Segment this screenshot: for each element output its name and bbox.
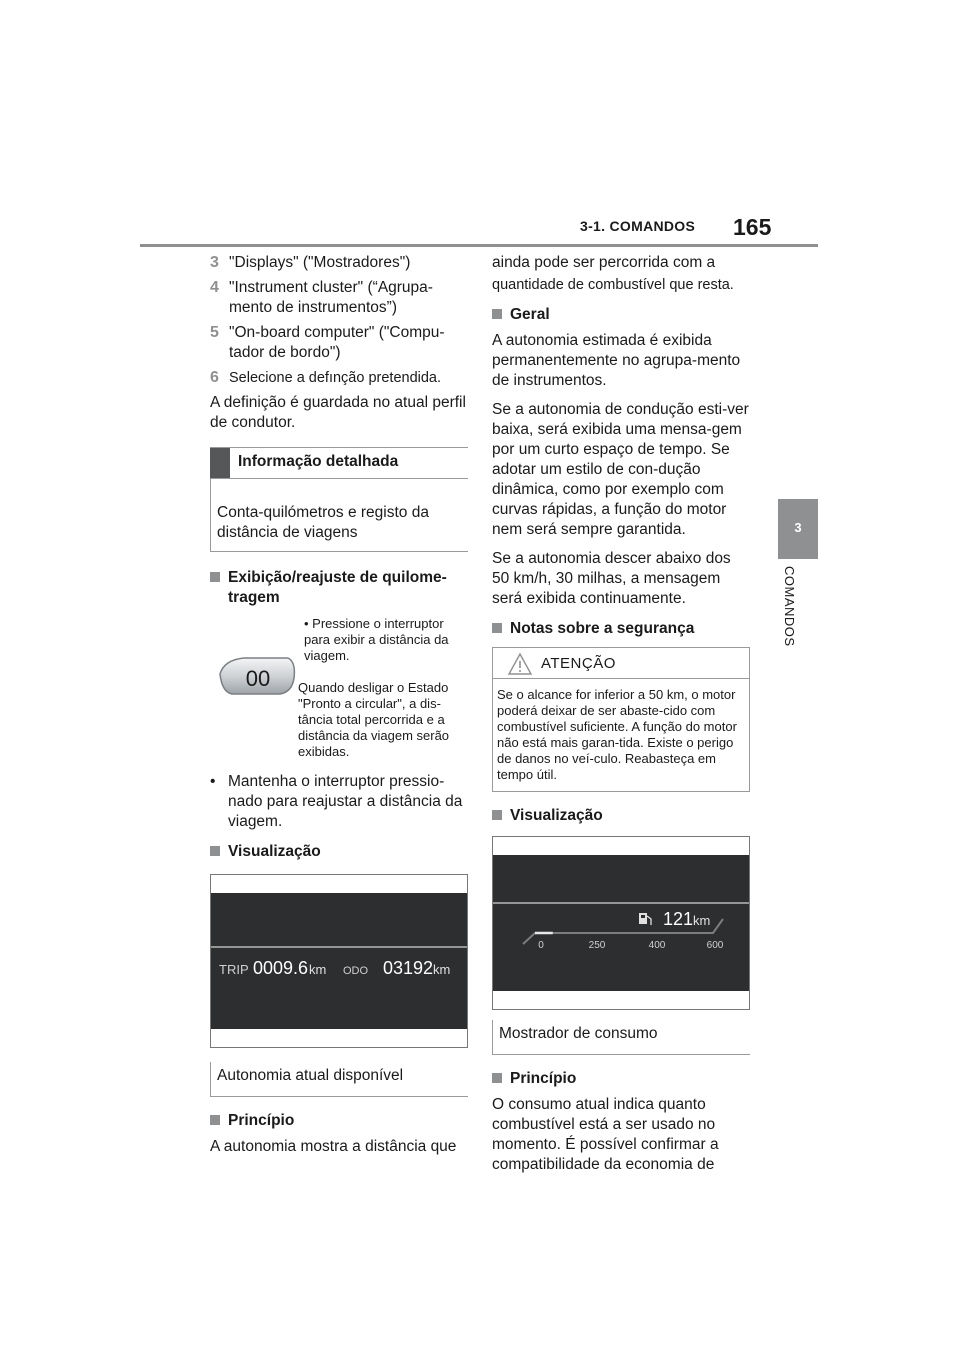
left-column xyxy=(210,253,468,1166)
heading-square-icon xyxy=(492,1073,502,1083)
button-explanation xyxy=(210,616,468,760)
scale-label-250: 250 xyxy=(588,940,606,951)
heading-text: Princípio xyxy=(228,1112,295,1129)
warning-title: ATENÇÃO xyxy=(541,655,616,672)
odo-label: ODO xyxy=(343,965,369,977)
heading-principle xyxy=(210,1111,468,1131)
bullet-hold xyxy=(210,772,468,832)
paragraph-principle: A autonomia mostra a distância que xyxy=(210,1138,457,1155)
step-number: 3 xyxy=(210,254,219,271)
figure-caption-consumption: Mostrador de consumo xyxy=(492,1020,750,1055)
step-number: 4 xyxy=(210,279,219,296)
button-label: 00 xyxy=(245,666,271,691)
heading-safety xyxy=(492,619,750,639)
figure-caption-range: Autonomia atual disponível xyxy=(210,1062,468,1097)
heading-square-icon xyxy=(492,810,502,820)
step-number: 5 xyxy=(210,324,219,341)
page-number: 165 xyxy=(733,214,772,240)
paragraph-general-3: Se a autonomia descer abaixo dos 50 km/h, 30 milhas, a mensagem será exibida continuamente. xyxy=(492,550,731,607)
odo-unit: km xyxy=(433,962,451,977)
heading-square-icon xyxy=(492,623,502,633)
bullet-dot: • xyxy=(210,773,216,790)
heading-visualization-2 xyxy=(492,806,750,826)
trip-value: 0009.6 xyxy=(253,958,309,978)
trip-unit: km xyxy=(309,962,327,977)
step-5 xyxy=(210,323,468,363)
info-table-title: Informação detalhada xyxy=(238,453,399,470)
heading-text: Princípio xyxy=(510,1070,577,1087)
step-6 xyxy=(210,368,468,388)
heading-visualization xyxy=(210,842,468,862)
heading-principle-2 xyxy=(492,1069,750,1089)
heading-square-icon xyxy=(210,846,220,856)
button-note-press: • Pressione o interruptor para exibir a distância da viagem. xyxy=(304,616,449,663)
step-text: Selecione a defınção pretendida. xyxy=(229,370,442,386)
info-table-header xyxy=(210,448,468,479)
heading-text: Geral xyxy=(510,306,550,323)
button-figure xyxy=(210,616,298,760)
info-table xyxy=(210,447,468,552)
scale-label-0: 0 xyxy=(538,940,544,951)
heading-text: Visualização xyxy=(228,843,321,860)
heading-text: Notas sobre a segurança xyxy=(510,620,695,637)
warning-box xyxy=(492,647,750,792)
trip-button-icon xyxy=(210,616,298,706)
heading-square-icon xyxy=(210,572,220,582)
trip-display-figure xyxy=(210,874,468,1048)
heading-square-icon xyxy=(492,309,502,319)
info-table-body: Conta-quilómetros e registo da distância de viagens xyxy=(210,479,468,551)
right-column xyxy=(492,253,750,1184)
heading-text: Visualização xyxy=(510,807,603,824)
step-number: 6 xyxy=(210,369,219,386)
consumption-display-figure xyxy=(492,836,750,1010)
scale-label-400: 400 xyxy=(648,940,666,951)
paragraph-continued-2: quantidade de combustível que resta. xyxy=(492,277,734,293)
heading-text: Exibição/reajuste de quilome-tragem xyxy=(228,569,447,606)
range-unit: km xyxy=(693,913,711,928)
bullet-text: Mantenha o interruptor pressio-nado para reajustar a distância da viagem. xyxy=(228,773,463,830)
heading-square-icon xyxy=(210,1115,220,1125)
consumption-display-screen xyxy=(493,837,749,1009)
warning-triangle-icon xyxy=(507,652,533,676)
step-3 xyxy=(210,253,468,273)
step-4 xyxy=(210,278,468,318)
chapter-label: COMANDOS xyxy=(782,566,797,647)
scale-label-600: 600 xyxy=(706,940,724,951)
paragraph-saved: A definição é guardada no atual perfil de condutor. xyxy=(210,394,466,431)
button-note-off: Quando desligar o Estado "Pronto a circular", a dis-tância total percorrida e a distância da viagem serão exibidas. xyxy=(298,680,450,759)
info-table-marker xyxy=(210,448,230,478)
heading-reset xyxy=(210,568,468,608)
step-text: "On-board computer" ("Compu-tador de bordo") xyxy=(229,324,445,361)
step-text: "Displays" ("Mostradores") xyxy=(229,254,411,271)
heading-general xyxy=(492,305,750,325)
paragraph-general-2: Se a autonomia de condução esti-ver baixa, será exibida uma mensa-gem por um curto espaço de tempo. Se adotar um estilo de con-dução dinâmica, como por exemplo com curvas rápidas, a função do motor nem será sempre garantida. xyxy=(492,401,749,538)
trip-label: TRIP xyxy=(219,962,249,977)
chapter-tab: 3 xyxy=(778,499,818,559)
warning-header xyxy=(493,648,749,679)
section-title: 3-1. COMANDOS xyxy=(580,218,696,234)
paragraph-principle-2: O consumo atual indica quanto combustível está a ser usado no momento. É possível confirmar a compatibilidade da economia de xyxy=(492,1096,719,1173)
paragraph-continued: ainda pode ser percorrida com a xyxy=(492,254,716,271)
header-rule xyxy=(140,244,818,247)
range-value: 121 xyxy=(663,909,694,929)
paragraph-general-1: A autonomia estimada é exibida permanentemente no agrupa-mento de instrumentos. xyxy=(492,332,741,389)
odo-value: 03192 xyxy=(383,958,434,978)
warning-body: Se o alcance for inferior a 50 km, o motor poderá deixar de ser abaste-cido com combustível suficiente. A função do motor não está mais garan-tida. Existe o perigo de danos no veí-culo. Reabasteça em tempo útil. xyxy=(497,687,737,782)
trip-display-screen xyxy=(211,875,467,1047)
step-text: "Instrument cluster" (“Agrupa-mento de instrumentos”) xyxy=(229,279,433,316)
